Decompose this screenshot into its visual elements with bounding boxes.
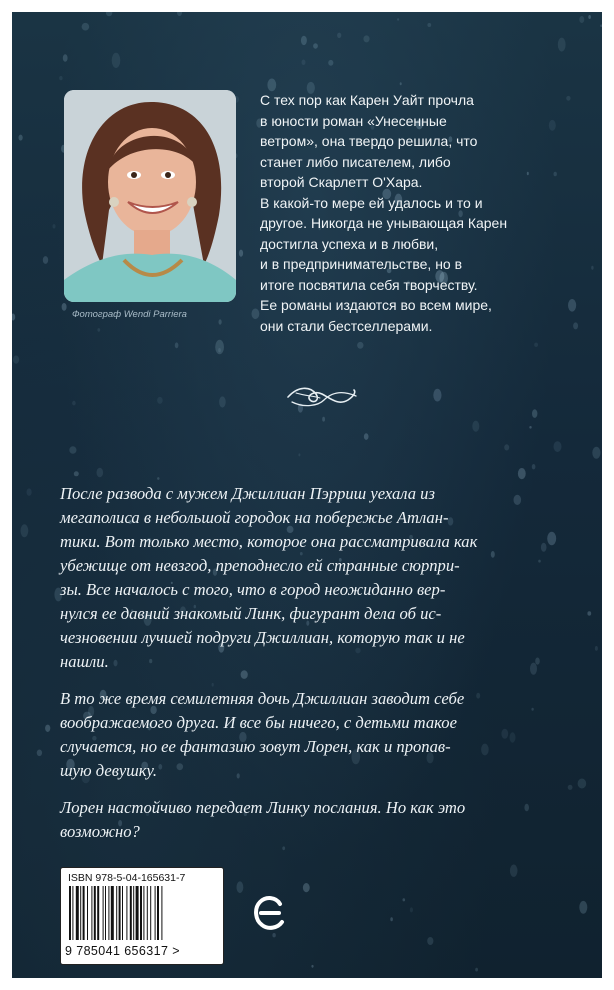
bio-line: Ее романы издаются во всем мире, bbox=[260, 297, 492, 313]
rain-drop bbox=[363, 35, 369, 42]
rain-drop bbox=[97, 328, 100, 332]
barcode-bar bbox=[69, 886, 71, 940]
description-line: Лорен настойчиво передает Линку послания. Но как это bbox=[60, 798, 466, 817]
rain-drop bbox=[427, 23, 431, 27]
rain-drop bbox=[410, 907, 413, 912]
description-line: шую девушку. bbox=[60, 761, 158, 780]
barcode-bar bbox=[87, 886, 88, 940]
rain-drop bbox=[534, 343, 538, 347]
description-line: В то же время семилетняя дочь Джиллиан заводит себе bbox=[60, 689, 465, 708]
barcode-bar bbox=[111, 886, 114, 940]
author-photo bbox=[64, 90, 236, 302]
rain-drop bbox=[364, 433, 369, 440]
rain-drop bbox=[298, 453, 300, 456]
bio-line: станет либо писателем, либо bbox=[260, 153, 451, 170]
description-line: случается, но ее фантазию зовут Лорен, как и пропав- bbox=[60, 737, 451, 756]
description-line: убежище от невзгод, преподнесло ей странные сюрпри- bbox=[60, 556, 460, 575]
bio-line: другое. Никогда не унывающая Карен bbox=[260, 215, 508, 231]
description-line: возможно? bbox=[60, 822, 140, 841]
rain-drop bbox=[252, 309, 260, 320]
rain-drop bbox=[27, 488, 32, 495]
rain-drop bbox=[12, 314, 15, 321]
barcode-bar bbox=[80, 886, 81, 940]
rain-drop bbox=[328, 60, 333, 66]
rain-drop bbox=[403, 898, 406, 901]
rain-drop bbox=[579, 16, 584, 23]
back-cover bbox=[12, 12, 602, 978]
rain-drop bbox=[175, 342, 179, 348]
rain-drop bbox=[106, 12, 112, 16]
rain-drop bbox=[62, 303, 67, 311]
rain-drop bbox=[72, 401, 76, 406]
rain-drop bbox=[74, 471, 79, 476]
rain-drop bbox=[45, 725, 50, 732]
rain-drop bbox=[322, 417, 325, 422]
rain-drop bbox=[157, 477, 159, 480]
barcode-bar bbox=[94, 886, 96, 940]
description-paragraph bbox=[60, 796, 600, 844]
description-line: чезновении лучшей подруги Джиллиан, которую так и не bbox=[60, 628, 465, 647]
bio-line: достигла успеха и в любви, bbox=[260, 235, 439, 252]
rain-drop bbox=[600, 24, 602, 27]
barcode-bar bbox=[150, 886, 151, 940]
rain-drop bbox=[433, 389, 441, 402]
bio-line: они стали бестселлерами. bbox=[260, 317, 433, 334]
bio-line: итоге посвятила себя творчеству. bbox=[260, 276, 478, 293]
rain-drop bbox=[302, 60, 306, 66]
photo-caption: Фотограф Wendi Parriera bbox=[72, 309, 187, 320]
rain-drop bbox=[177, 12, 182, 16]
barcode-bar bbox=[147, 886, 148, 940]
description-line: зы. Все началось с того, что в город неожиданно вер- bbox=[60, 580, 446, 599]
rain-drop bbox=[237, 881, 244, 893]
description-line: тики. Вот только место, которое она рассматривала как bbox=[60, 532, 478, 551]
rain-drop bbox=[313, 43, 318, 48]
rain-drop bbox=[427, 937, 433, 945]
barcode-bar bbox=[161, 886, 162, 940]
barcode-bar bbox=[136, 886, 139, 940]
rain-drop bbox=[554, 441, 562, 452]
ornament-flourish-icon bbox=[284, 382, 360, 412]
rain-drop bbox=[59, 76, 62, 80]
description-line: воображаемого друга. И все бы ничего, с детьми такое bbox=[60, 713, 457, 732]
isbn-text: ISBN 978-5-04-165631-7 bbox=[68, 872, 186, 884]
bio-line: ветром», она твердо решила, что bbox=[260, 133, 478, 149]
rain-drop bbox=[532, 409, 537, 418]
rain-drop bbox=[215, 340, 224, 355]
barcode-bar bbox=[97, 886, 99, 940]
rain-drop bbox=[69, 446, 76, 454]
rain-drop bbox=[357, 342, 363, 349]
rain-drop bbox=[112, 53, 121, 68]
barcode-bar bbox=[119, 886, 121, 940]
rain-drop bbox=[591, 266, 593, 270]
isbn-barcode bbox=[60, 867, 224, 965]
description-line: нулся ее давний знакомый Линк, фигурант дела об ис- bbox=[60, 604, 442, 623]
bio-line: и в предпринимательстве, но в bbox=[260, 256, 463, 272]
publisher-logo-icon bbox=[252, 892, 286, 932]
rain-drop bbox=[272, 933, 275, 937]
rain-drop bbox=[337, 33, 341, 38]
rain-drop bbox=[504, 444, 509, 450]
bio-line: второй Скарлетт О'Хара. bbox=[260, 174, 423, 190]
rain-drop bbox=[475, 968, 478, 972]
description-line: нашли. bbox=[60, 652, 109, 671]
bio-line: в юности роман «Унесенные bbox=[260, 112, 447, 129]
rain-drop bbox=[397, 18, 399, 20]
rain-drop bbox=[53, 224, 56, 228]
barcode-bar bbox=[122, 886, 123, 940]
barcode-bar bbox=[133, 886, 134, 940]
rain-drop bbox=[510, 865, 518, 877]
rain-drop bbox=[21, 524, 29, 537]
description-paragraph bbox=[60, 482, 600, 674]
rain-drop bbox=[19, 135, 23, 141]
barcode-bar bbox=[140, 886, 142, 940]
rain-drop bbox=[311, 965, 313, 968]
barcode-bar bbox=[83, 886, 85, 940]
description-paragraph bbox=[60, 687, 600, 783]
barcode-bar bbox=[130, 886, 132, 940]
rain-drop bbox=[239, 250, 243, 257]
rain-drop bbox=[532, 464, 536, 469]
barcode-bar bbox=[108, 886, 109, 940]
rain-drop bbox=[529, 426, 531, 429]
rain-drop bbox=[303, 883, 310, 892]
barcode-bar bbox=[116, 886, 117, 940]
rain-drop bbox=[390, 917, 393, 921]
barcode-bar bbox=[72, 886, 73, 940]
rain-drop bbox=[400, 82, 402, 85]
description-line: мегаполиса в небольшой городок на побережье Атлан- bbox=[60, 508, 449, 527]
rain-drop bbox=[37, 750, 42, 757]
barcode-bar bbox=[126, 886, 127, 940]
rain-drop bbox=[588, 15, 591, 19]
barcode-bar bbox=[76, 886, 79, 940]
description-line: После развода с мужем Джиллиан Пэрриш уехала из bbox=[60, 484, 435, 503]
barcode-bar bbox=[105, 886, 106, 940]
rain-drop bbox=[472, 421, 479, 432]
barcode-bar bbox=[91, 886, 92, 940]
rain-drop bbox=[219, 396, 226, 407]
rain-drop bbox=[301, 36, 307, 45]
rain-drop bbox=[97, 468, 104, 477]
rain-drop bbox=[63, 54, 68, 62]
barcode-digits: 9 785041 656317 > bbox=[65, 944, 180, 958]
barcode-bar bbox=[103, 886, 104, 940]
bio-line: В какой-то мере ей удалось и то и bbox=[260, 194, 483, 211]
rain-drop bbox=[157, 397, 163, 404]
rain-drop bbox=[43, 256, 48, 264]
barcode-bar bbox=[155, 886, 156, 940]
barcode-bar bbox=[157, 886, 159, 940]
author-bio bbox=[260, 90, 590, 336]
rain-drop bbox=[592, 447, 600, 459]
barcode-bars bbox=[67, 886, 217, 940]
rain-drop bbox=[82, 23, 90, 31]
barcode-bar bbox=[143, 886, 144, 940]
book-description bbox=[60, 482, 600, 857]
rain-drop bbox=[518, 468, 526, 479]
rain-drop bbox=[579, 901, 587, 914]
rain-drop bbox=[219, 319, 222, 324]
rain-drop bbox=[13, 356, 19, 364]
bio-line: С тех пор как Карен Уайт прочла bbox=[260, 92, 474, 108]
author-portrait-image bbox=[64, 90, 236, 302]
rain-drop bbox=[558, 38, 566, 52]
